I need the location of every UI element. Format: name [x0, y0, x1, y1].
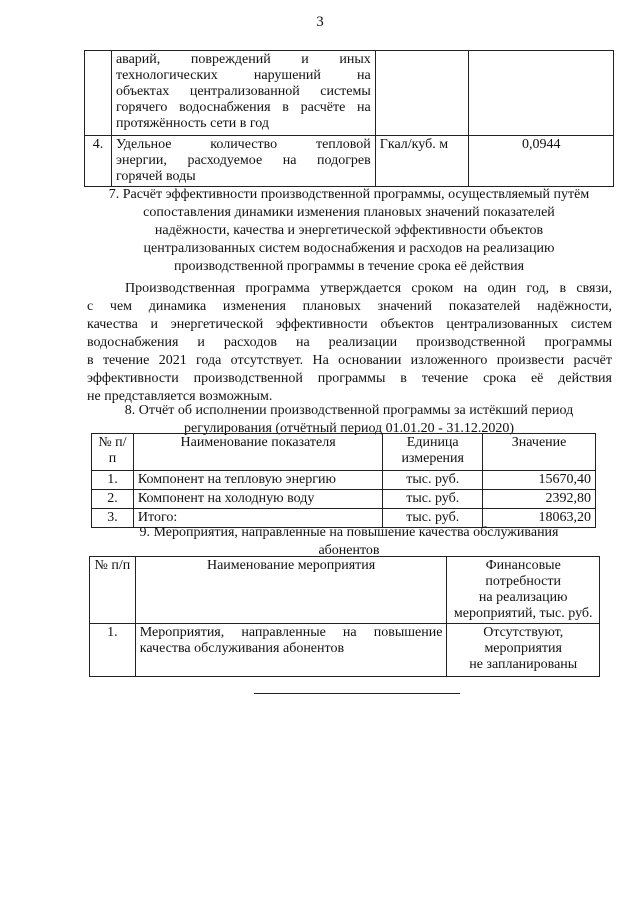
- heading-line: регулирования (отчётный период 01.01.20 - 31.12.2020): [184, 421, 514, 436]
- heading-line: 7. Расчёт эффективности производственной программы, осуществляемый путём: [108, 187, 590, 202]
- heading-line: сопоставления динамики изменения плановых значений показателей: [143, 205, 555, 220]
- heading-line: абонентов: [318, 543, 380, 558]
- table-row: [92, 471, 596, 490]
- table-cell-unit: [375, 51, 469, 136]
- table-cell-name: [111, 51, 375, 136]
- cell-name: Итого:: [133, 509, 382, 528]
- header-line: на реализацию: [478, 590, 568, 605]
- text-line: энергии, расходуемое на подогрев: [115, 153, 371, 168]
- table-row: [90, 624, 600, 677]
- text-line: не представляется возможным.: [87, 389, 273, 404]
- text-line: технологических нарушений на: [115, 68, 371, 83]
- table-cell-value: 0,0944: [469, 136, 614, 187]
- cell-num: 1.: [90, 624, 136, 677]
- header-line: Финансовые: [485, 558, 561, 573]
- header-num: № п/п: [90, 557, 136, 624]
- table-cell-num: [85, 51, 112, 136]
- cell-name: [135, 624, 447, 677]
- header-name: Наименование мероприятия: [135, 557, 447, 624]
- table-cell-unit: Гкал/куб. м: [375, 136, 469, 187]
- table-header-row: [92, 434, 596, 471]
- table-header-row: [90, 557, 600, 624]
- heading-line: производственной программы в течение срока её действия: [173, 259, 525, 274]
- text-line: Отсутствуют,: [483, 625, 564, 640]
- section7-body: [87, 280, 612, 406]
- table-cell-num: 4.: [85, 136, 112, 187]
- cell-unit: тыс. руб.: [383, 509, 483, 528]
- text-line: горячего водоснабжения в расчёте на: [115, 100, 371, 115]
- indicators-table-continued: [84, 50, 614, 187]
- table-row: [85, 136, 614, 187]
- header-name: Наименование показателя: [133, 434, 382, 471]
- measures-table: [89, 556, 600, 677]
- header-finance: [447, 557, 600, 624]
- text-line: с чем динамика изменения плановых значений показателей надёжности,: [87, 299, 612, 314]
- header-line: мероприятий, тыс. руб.: [453, 606, 593, 621]
- header-unit: Единица измерения: [383, 434, 483, 471]
- table-cell-name: [111, 136, 375, 187]
- page-number: 3: [316, 14, 324, 30]
- section9-heading: [84, 524, 614, 560]
- cell-value: 2392,80: [483, 490, 596, 509]
- text-line: не запланированы: [469, 657, 578, 672]
- text-line: Удельное количество тепловой: [115, 137, 371, 152]
- heading-line: 9. Мероприятия, направленные на повышение качества обслуживания: [139, 525, 559, 540]
- cell-name: Компонент на тепловую энергию: [133, 471, 382, 490]
- text-line: аварий, повреждений и иных: [115, 52, 371, 67]
- cell-num: 2.: [92, 490, 134, 509]
- table-row: [85, 51, 614, 136]
- table-cell-value: [469, 51, 614, 136]
- report-table: [91, 433, 596, 528]
- header-line: потребности: [485, 574, 562, 589]
- text-line: качества и энергетической эффективности объектов централизованных систем: [87, 317, 612, 332]
- heading-line: надёжности, качества и энергетической эффективности объектов: [154, 223, 544, 238]
- cell-value: 18063,20: [483, 509, 596, 528]
- header-num: № п/п: [92, 434, 134, 471]
- text-line: горячей воды: [115, 169, 196, 184]
- text-line: эффективности производственной программы в течение срока её действия: [87, 371, 612, 386]
- cell-finance: [447, 624, 600, 677]
- text-line: в течение 2021 года отсутствует. На основании изложенного произвести расчёт: [87, 353, 612, 368]
- text-line: протяжённость сети в год: [115, 116, 270, 131]
- cell-unit: тыс. руб.: [383, 490, 483, 509]
- cell-num: 1.: [92, 471, 134, 490]
- end-divider: [254, 693, 460, 694]
- text-line: объектах централизованной системы: [115, 84, 371, 99]
- heading-line: централизованных систем водоснабжения и расходов на реализацию: [143, 241, 555, 256]
- text-line: мероприятия: [484, 641, 562, 656]
- text-line: Производственная программа утверждается сроком на один год, в связи,: [125, 281, 612, 296]
- cell-name: Компонент на холодную воду: [133, 490, 382, 509]
- section7-heading: [84, 186, 614, 276]
- table-row: [92, 490, 596, 509]
- cell-num: 3.: [92, 509, 134, 528]
- cell-unit: тыс. руб.: [383, 471, 483, 490]
- header-value: Значение: [483, 434, 596, 471]
- cell-value: 15670,40: [483, 471, 596, 490]
- text-line: Мероприятия, направленные на повышение: [139, 625, 443, 640]
- text-line: качества обслуживания абонентов: [139, 641, 345, 656]
- heading-line: 8. Отчёт об исполнении производственной программы за истёкший период: [124, 403, 574, 418]
- text-line: водоснабжения и расходов на реализации производственной программы: [87, 335, 612, 350]
